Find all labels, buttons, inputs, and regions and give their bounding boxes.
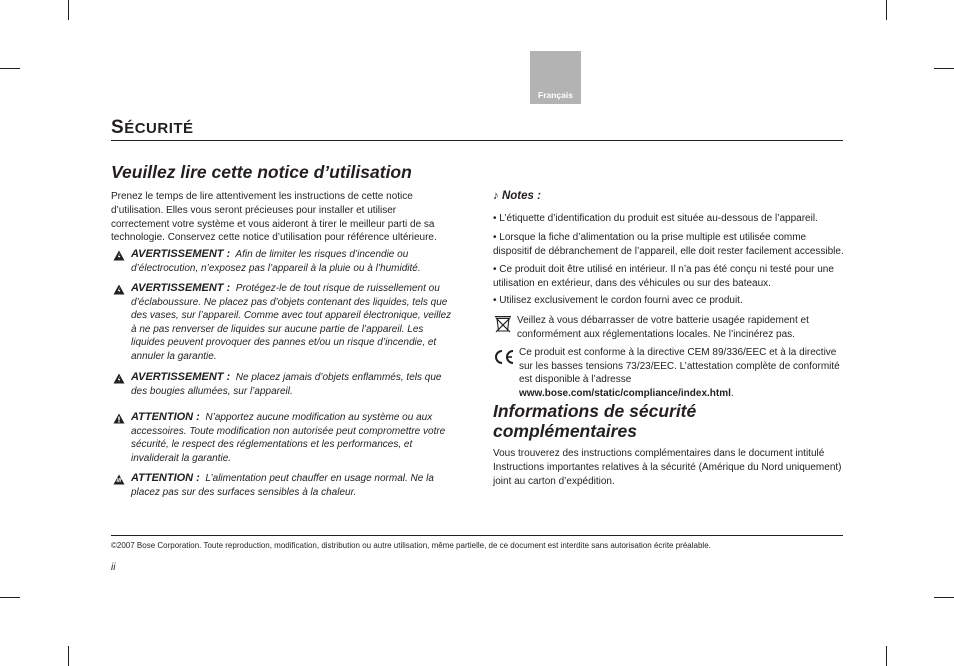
electric-warning-icon — [113, 284, 125, 295]
crop-mark — [0, 68, 20, 69]
note-bullet: • Utilisez exclusivement le cordon fourni avec ce produit. — [493, 295, 743, 306]
left-heading: Veuillez lire cette notice d’utilisation — [111, 162, 412, 182]
copyright-text: ©2007 Bose Corporation. Toute reproduction, modification, distribution ou autre utilisation, même partielle, de ce document est interdite sans autorisation écrite préalable. — [111, 541, 711, 550]
crop-mark — [934, 68, 954, 69]
section-title-initial: S — [111, 117, 125, 138]
caution-item — [113, 411, 458, 465]
ce-mark-icon — [493, 349, 515, 365]
caution-label: ATTENTION : — [131, 411, 200, 423]
language-tab — [530, 51, 581, 104]
right-heading: Informations de sécurité complémentaires — [493, 401, 697, 441]
caution-text: L’alimentation peut chauffer en usage normal. Ne la placez pas sur des surfaces sensibles à la chaleur. — [131, 473, 434, 498]
crop-mark — [68, 646, 69, 666]
battery-disposal-text: Veillez à vous débarrasser de votre batterie usagée rapidement et conformément aux réglementations locales. Ne l’incinérez pas. — [517, 315, 809, 340]
battery-disposal-note — [493, 314, 811, 341]
section-title — [111, 117, 194, 139]
info-paragraph: Vous trouverez des instructions complémentaires dans le document intitulé Instructions importantes relatives à la sécurité (Amérique du Nord uniquement) joint au carton d’expédition. — [493, 448, 842, 487]
warning-item — [113, 282, 458, 364]
crossed-bin-icon — [493, 314, 513, 334]
crop-mark — [934, 597, 954, 598]
warning-text: Afin de limiter les risques d’incendie ou d’électrocution, n’exposez pas l’appareil à la pluie ou à l’humidité. — [131, 249, 421, 274]
warning-text: Protégez-le de tout risque de ruissellement ou d’éclaboussure. Ne placez pas d’objets contenant des liquides, tels que des vases, sur l’appareil. Comme avec tout appareil électronique, veillez à ne pas renverser de liquides sur aucune partie de l’appareil. Les liquides peuvent provoquer des pannes et/ou un risque d’incendie, et annuler la garantie. — [131, 283, 452, 362]
warning-item — [113, 371, 458, 398]
crop-mark — [68, 0, 69, 20]
note-bullet: • L’étiquette d’identification du produit est située au-dessous de l’appareil. — [493, 213, 818, 224]
page-number: ii — [111, 562, 116, 573]
note-bullet: • Lorsque la fiche d’alimentation ou la prise multiple est utilisée comme dispositif de débranchement de l’appareil, elle doit rester facilement accessible. — [493, 232, 844, 257]
warning-label: AVERTISSEMENT : — [131, 248, 231, 260]
notes-title: ♪ Notes : — [493, 190, 541, 202]
crop-mark — [0, 597, 20, 598]
ce-text: Ce produit est conforme à la directive CEM 89/336/EEC et à la directive sur les basses tensions 73/23/EEC. L’attestation complète de conformité est disponible à l’adresse — [519, 347, 840, 386]
crop-mark — [886, 0, 887, 20]
footer-divider — [111, 535, 843, 536]
caution-label: ATTENTION : — [131, 472, 200, 484]
warning-label: AVERTISSEMENT : — [131, 282, 231, 294]
electric-warning-icon — [113, 250, 125, 261]
section-title-rest: ÉCURITÉ — [124, 120, 194, 137]
caution-text: N’apportez aucune modification au système ou aux accessoires. Toute modification non autorisée peut compromettre votre sécurité, le respect des réglementations et les performances, et invaliderait la garantie. — [131, 412, 446, 464]
note-bullet: • Ce produit doit être utilisé en intérieur. Il n’a pas été conçu ni testé pour une utilisation en extérieur, dans des véhicules ou sur des bateaux. — [493, 264, 834, 289]
warning-label: AVERTISSEMENT : — [131, 371, 231, 383]
warning-text: Ne placez jamais d’objets enflammés, tels que des bougies allumées, sur l’appareil. — [131, 372, 442, 397]
crop-mark — [886, 646, 887, 666]
caution-item — [113, 472, 458, 499]
warning-item — [113, 248, 458, 275]
hot-surface-icon — [113, 474, 125, 485]
ce-text-end: . — [730, 387, 734, 399]
ce-compliance-note — [493, 346, 845, 400]
caution-icon — [113, 413, 125, 424]
language-tab-label: Français — [538, 90, 573, 100]
title-divider — [111, 140, 843, 141]
compliance-url[interactable]: www.bose.com/static/compliance/index.html — [519, 387, 731, 399]
intro-paragraph: Prenez le temps de lire attentivement les instructions de cette notice d’utilisation. Elles vous seront précieuses pour installer et utiliser correctement votre système et vous aideront à tirer le meilleur parti de sa technologie. Conservez cette notice d’utilisation pour référence ultérieure. — [111, 191, 437, 244]
electric-warning-icon — [113, 373, 125, 384]
